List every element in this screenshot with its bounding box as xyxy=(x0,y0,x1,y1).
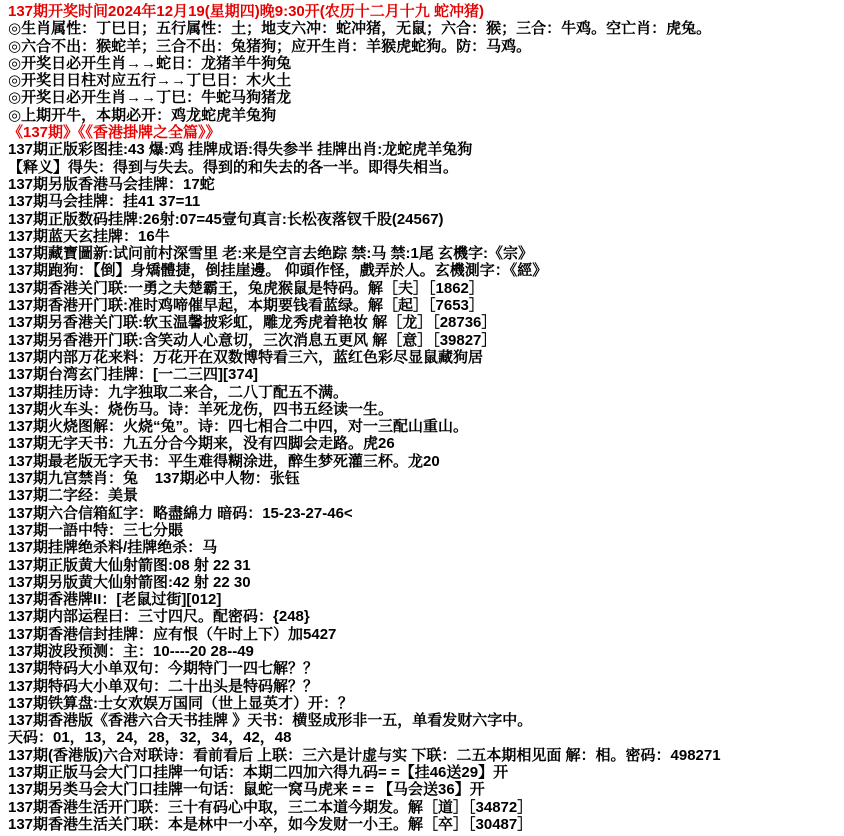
text-line-18: 137期香港开门联:准时鸡啼催早起，本期要钱看蓝绿。解［起］［7653］ xyxy=(8,297,484,315)
text-line-45: 137期正版马会大门口挂牌一句话：本期二四加六得九码= =【挂46送29】开 xyxy=(8,764,509,782)
text-line-26: 137期无字天书：九五分合今期来，没有四脚会走路。虎26 xyxy=(8,435,395,453)
text-line-29: 137期二字经：美景 xyxy=(8,487,139,505)
text-line-10: 【释义】得失：得到与失去。得到的和失去的各一半。即得失相当。 xyxy=(8,158,459,176)
text-line-43: 天码：01，13，24，28，32，34，42，48 xyxy=(8,729,292,747)
text-line-46: 137期另类马会大门口挂牌一句话：鼠蛇一窝马虎来 = = 【马会送36】开 xyxy=(8,781,485,799)
text-line-48: 137期香港生活关门联：本是林中一小卒，如今发财一小王。解［卒］［30487］ xyxy=(8,815,533,833)
text-line-31: 137期一語中特：三七分賬 xyxy=(8,521,184,539)
text-line-15: 137期藏寶圖新:试问前村深雪里 老:来是空言去绝踪 禁:马 禁:1尾 玄機字:《宗》 xyxy=(8,245,534,263)
text-line-8: 《137期》《《香港掛牌之全篇》》 xyxy=(8,124,221,142)
text-line-20: 137期另香港开门联:含笑动人心意切，三次消息五更风 解［意］［39827］ xyxy=(8,331,497,349)
text-line-12: 137期马会挂牌：挂41 37=11 xyxy=(8,193,201,211)
text-line-3: ◎六合不出：猴蛇羊；三合不出：兔猪狗；应开生肖：羊猴虎蛇狗。防：马鸡。 xyxy=(8,37,532,55)
text-line-38: 137期波段预测：主：10----20 28--49 xyxy=(8,642,254,660)
text-line-2: ◎生肖属性：丁巳日；五行属性：土；地支六冲：蛇冲猪，无鼠；六合：猴；三合：牛鸡。空亡肖：虎兔。 xyxy=(8,20,712,38)
text-line-30: 137期六合信箱紅字：略盡綿力 暗码：15-23-27-46< xyxy=(8,504,353,522)
text-line-36: 137期内部运程曰：三寸四尺。配密码：{248} xyxy=(8,608,310,626)
text-line-47: 137期香港生活开门联：三十有码心中取，三二本道今期发。解［道］［34872］ xyxy=(8,798,533,816)
text-line-37: 137期香港信封挂牌：应有恨（午时上下）加5427 xyxy=(8,625,337,643)
text-line-9: 137期正版彩图挂:43 爆:鸡 挂牌成语:得失参半 挂牌出肖:龙蛇虎羊兔狗 xyxy=(8,141,473,159)
text-line-35: 137期香港牌II：[老鼠过街][012] xyxy=(8,591,222,609)
text-line-7: ◎上期开牛，本期必开：鸡龙蛇虎羊兔狗 xyxy=(8,106,277,124)
text-line-40: 137期特码大小单双句：二十出头是特码解？？ xyxy=(8,677,319,695)
text-line-14: 137期蓝天玄挂牌：16牛 xyxy=(8,227,170,245)
text-line-13: 137期正版数码挂牌:26射:07=45壹句真言:长松夜落钗千股(24567) xyxy=(8,210,444,228)
text-line-33: 137期正版黄大仙射箭图:08 射 22 31 xyxy=(8,556,251,574)
text-line-1: 137期开奖时间2024年12月19(星期四)晚9:30开(农历十二月十九 蛇冲猪) xyxy=(8,3,484,20)
text-line-34: 137期另版黄大仙射箭图:42 射 22 30 xyxy=(8,573,251,591)
text-line-42: 137期香港版《香港六合天书挂牌 》天书：横竖成形非一五，单看发财六字中。 xyxy=(8,712,533,730)
text-line-28: 137期九宫禁肖：兔 137期必中人物：张钰 xyxy=(8,470,300,488)
text-line-25: 137期火烧图解：火烧“兔”。诗：四七相合二中四，对一三配山重山。 xyxy=(8,418,469,436)
text-line-6: ◎开奖日必开生肖→→丁巳：牛蛇马狗猪龙 xyxy=(8,89,292,107)
content xyxy=(8,3,840,833)
text-line-11: 137期另版香港马会挂牌：17蛇 xyxy=(8,175,215,193)
text-line-23: 137期挂历诗：九字独取二来合，二八丁配五不满。 xyxy=(8,383,349,401)
text-line-39: 137期特码大小单双句：今期特门一四七解？？ xyxy=(8,660,319,678)
text-line-21: 137期内部万花来料：万花开在双数博特看三六，蓝红色彩尽显鼠藏狗居 xyxy=(8,348,484,366)
text-line-24: 137期火车头：烧伤马。诗：羊死龙伤，四书五经读一生。 xyxy=(8,400,394,418)
text-line-44: 137期(香港版)六合对联诗：看前看后 上联：三六是计虚与实 下联：二五本期相见面 解：相。密码：498271 xyxy=(8,746,721,764)
text-line-32: 137期挂牌绝杀料/挂牌绝杀：马 xyxy=(8,539,218,557)
text-line-27: 137期最老版无字天书：平生难得糊涂进，醉生梦死灌三杯。龙20 xyxy=(8,452,440,470)
text-line-16: 137期跑狗：【倒】身矯體捷，倒挂崖邊。 仰頭作怪，戲弄於人。玄機測字：《經》 xyxy=(8,262,548,280)
text-line-19: 137期另香港关门联:软玉温馨披彩虹，雕龙秀虎着艳妆 解［龙］［28736］ xyxy=(8,314,497,332)
text-line-22: 137期台湾玄门挂牌：[一二三四][374] xyxy=(8,366,259,384)
text-line-41: 137期铁算盘:士女欢娱万国同（世上显英才）开：？ xyxy=(8,694,354,712)
text-line-5: ◎开奖日日柱对应五行→→丁巳日：木火土 xyxy=(8,72,292,90)
text-line-4: ◎开奖日必开生肖→→蛇日：龙猪羊牛狗兔 xyxy=(8,54,292,72)
text-line-17: 137期香港关门联:一勇之夫楚霸王，兔虎猴鼠是特码。解［夫］［1862］ xyxy=(8,279,484,297)
